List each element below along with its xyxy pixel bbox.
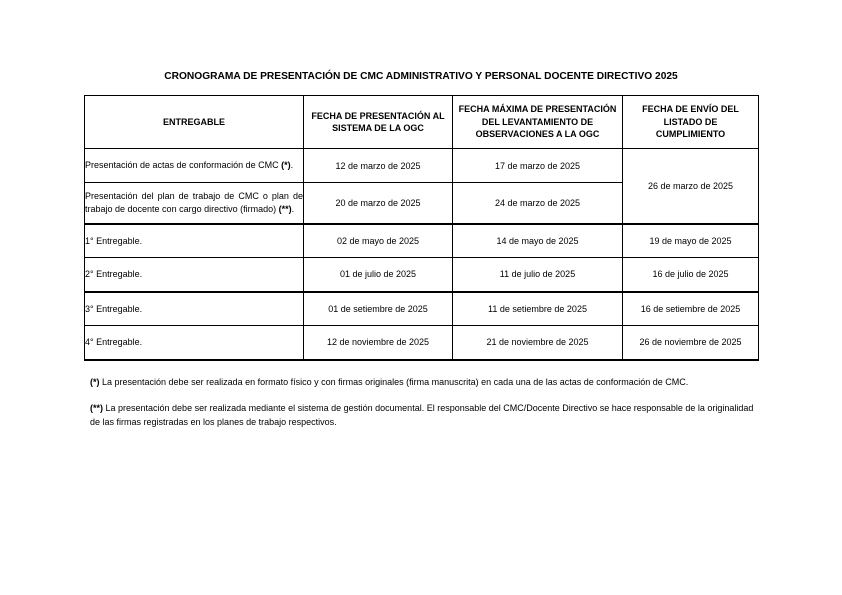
footnote-2 — [90, 401, 758, 429]
footnote-mark: (**) — [278, 203, 292, 214]
footnote-mark: (*) — [90, 377, 100, 387]
entregable-cell — [85, 149, 304, 183]
header-row — [85, 96, 759, 149]
footnote-text: La presentación debe ser realizada mediante el sistema de gestión documental. El responsable del CMC/Docente Directivo se hace responsable de la originalidad de las firmas registradas en los planes de trabajo respectivos. — [90, 403, 754, 427]
fecha-maxima-cell: 14 de mayo de 2025 — [453, 224, 623, 258]
fecha-maxima-cell: 17 de marzo de 2025 — [453, 149, 623, 183]
header-entregable: ENTREGABLE — [85, 96, 304, 149]
entregable-text: Presentación de actas de conformación de CMC — [85, 160, 282, 171]
table-row — [85, 258, 759, 292]
entregable-tail: . — [291, 203, 295, 214]
table-row — [85, 149, 759, 183]
entregable-cell: 1° Entregable. — [85, 224, 304, 258]
fecha-envio-cell: 16 de setiembre de 2025 — [623, 292, 759, 326]
fecha-envio-cell: 26 de noviembre de 2025 — [623, 326, 759, 360]
footnote-mark: (*) — [281, 160, 291, 171]
fecha-maxima-cell: 11 de julio de 2025 — [453, 258, 623, 292]
schedule-table — [84, 95, 759, 361]
fecha-presentacion-cell: 12 de marzo de 2025 — [304, 149, 453, 183]
fecha-envio-merged-cell: 26 de marzo de 2025 — [623, 149, 759, 224]
fecha-presentacion-cell: 20 de marzo de 2025 — [304, 183, 453, 224]
fecha-envio-cell: 16 de julio de 2025 — [623, 258, 759, 292]
table-row — [85, 326, 759, 360]
entregable-cell — [85, 183, 304, 224]
entregable-cell: 2° Entregable. — [85, 258, 304, 292]
table-row — [85, 224, 759, 258]
entregable-text: Presentación del plan de trabajo de CMC o plan de trabajo de docente con cargo directivo (firmado) — [85, 191, 303, 214]
entregable-tail: . — [290, 160, 294, 171]
fecha-maxima-cell: 24 de marzo de 2025 — [453, 183, 623, 224]
footnote-1 — [90, 375, 758, 389]
entregable-cell: 3° Entregable. — [85, 292, 304, 326]
fecha-envio-cell: 19 de mayo de 2025 — [623, 224, 759, 258]
footnote-mark: (**) — [90, 403, 103, 413]
document-title: CRONOGRAMA DE PRESENTACIÓN DE CMC ADMINISTRATIVO Y PERSONAL DOCENTE DIRECTIVO 2025 — [164, 71, 678, 82]
header-fecha-presentacion: FECHA DE PRESENTACIÓN AL SISTEMA DE LA OGC — [304, 96, 453, 149]
fecha-presentacion-cell: 12 de noviembre de 2025 — [304, 326, 453, 360]
footnote-text: La presentación debe ser realizada en formato físico y con firmas originales (firma manuscrita) en cada una de las actas de conformación de CMC. — [99, 377, 689, 387]
fecha-maxima-cell: 21 de noviembre de 2025 — [453, 326, 623, 360]
fecha-presentacion-cell: 01 de julio de 2025 — [304, 258, 453, 292]
header-fecha-envio: FECHA DE ENVÍO DEL LISTADO DE CUMPLIMIENTO — [623, 96, 759, 149]
fecha-presentacion-cell: 01 de setiembre de 2025 — [304, 292, 453, 326]
header-fecha-maxima: FECHA MÁXIMA DE PRESENTACIÓN DEL LEVANTAMIENTO DE OBSERVACIONES A LA OGC — [453, 96, 623, 149]
fecha-maxima-cell: 11 de setiembre de 2025 — [453, 292, 623, 326]
entregable-cell: 4° Entregable. — [85, 326, 304, 360]
table-row — [85, 292, 759, 326]
fecha-presentacion-cell: 02 de mayo de 2025 — [304, 224, 453, 258]
